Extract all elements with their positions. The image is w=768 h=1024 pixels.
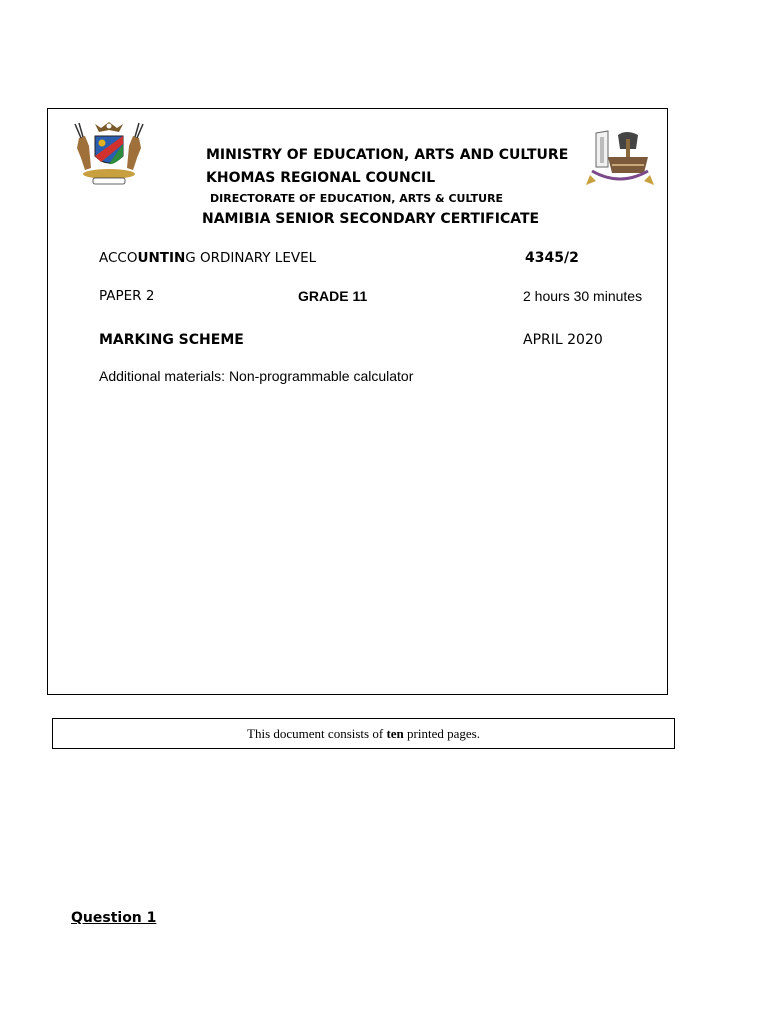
exam-date <box>523 332 603 348</box>
page-count-value: ten <box>386 726 404 741</box>
page-count-note <box>52 718 675 749</box>
exam-date-month: APRIL <box>523 332 563 348</box>
page-count-prefix: This document consists of <box>247 726 387 741</box>
subject-line <box>99 250 316 266</box>
question-heading: Question 1 <box>71 910 157 926</box>
subject-part-2: UNTIN <box>137 250 186 266</box>
directorate-title: DIRECTORATE OF EDUCATION, ARTS & CULTURE <box>210 192 504 205</box>
ministry-title: MINISTRY OF EDUCATION, ARTS AND CULTURE <box>206 147 569 163</box>
council-title: KHOMAS REGIONAL COUNCIL <box>206 170 436 186</box>
certificate-title: NAMIBIA SENIOR SECONDARY CERTIFICATE <box>202 211 540 227</box>
exam-date-year: 2020 <box>562 332 603 348</box>
exam-duration: 2 hours 30 minutes <box>523 288 643 304</box>
page-count-suffix: printed pages. <box>403 726 480 741</box>
khomas-region-emblem-icon <box>582 127 658 191</box>
paper-number: PAPER 2 <box>99 288 155 304</box>
paper-code: 4345/2 <box>525 250 579 266</box>
subject-part-3: G ORDINARY LEVEL <box>185 250 317 266</box>
subject-part-1: ACCO <box>99 250 138 266</box>
additional-materials: Additional materials: Non-programmable calculator <box>99 368 414 384</box>
namibia-coat-of-arms-icon <box>71 118 147 188</box>
document-type: MARKING SCHEME <box>99 332 244 348</box>
grade-label: GRADE 11 <box>298 288 368 304</box>
